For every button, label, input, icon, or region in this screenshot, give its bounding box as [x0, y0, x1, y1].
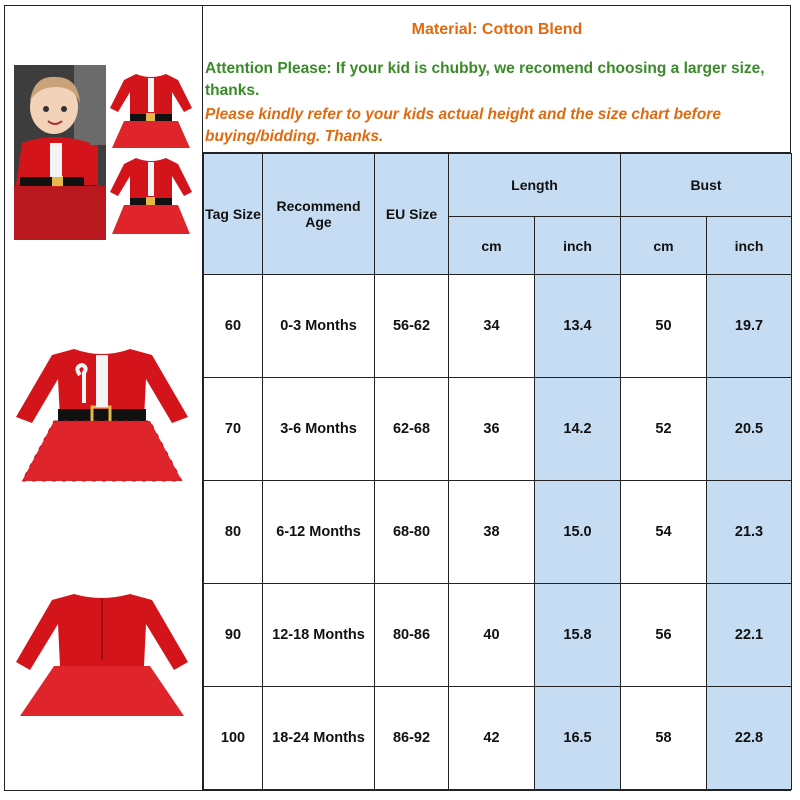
cell-bust-cm: 56	[621, 584, 707, 687]
size-chart-table	[203, 153, 792, 790]
header-bust-cm: cm	[621, 217, 707, 275]
cell-bust-inch: 19.7	[707, 275, 792, 378]
cell-eu: 68-80	[375, 481, 449, 584]
header-eu-size: EU Size	[375, 154, 449, 275]
table-row	[204, 584, 792, 687]
cell-bust-inch: 22.8	[707, 687, 792, 790]
cell-bust-cm: 54	[621, 481, 707, 584]
cell-eu: 86-92	[375, 687, 449, 790]
cell-eu: 80-86	[375, 584, 449, 687]
cell-tag: 80	[204, 481, 263, 584]
table-header-row	[204, 154, 792, 217]
header-length-cm: cm	[449, 217, 535, 275]
dress-thumbnail-front-2	[108, 152, 194, 236]
cell-length-cm: 36	[449, 378, 535, 481]
cell-length-inch: 15.8	[535, 584, 621, 687]
cell-bust-cm: 58	[621, 687, 707, 790]
cell-length-inch: 15.0	[535, 481, 621, 584]
header-bust: Bust	[621, 154, 792, 217]
cell-length-inch: 14.2	[535, 378, 621, 481]
dress-back-photo	[12, 590, 192, 720]
table-row	[204, 378, 792, 481]
cell-age: 3-6 Months	[263, 378, 375, 481]
cell-length-inch: 13.4	[535, 275, 621, 378]
cell-length-cm: 38	[449, 481, 535, 584]
child-model-photo	[14, 65, 106, 240]
cell-eu: 56-62	[375, 275, 449, 378]
cell-bust-cm: 50	[621, 275, 707, 378]
material-note: Material: Cotton Blend	[411, 21, 583, 38]
cell-bust-inch: 20.5	[707, 378, 792, 481]
table-row	[204, 687, 792, 790]
header-length: Length	[449, 154, 621, 217]
cell-age: 18-24 Months	[263, 687, 375, 790]
cell-bust-inch: 21.3	[707, 481, 792, 584]
size-chart-note: Please kindly refer to your kids actual height and the size chart before buying/bidding. Thanks.	[205, 106, 721, 145]
cell-length-inch: 16.5	[535, 687, 621, 790]
header-bust-inch: inch	[707, 217, 792, 275]
cell-length-cm: 34	[449, 275, 535, 378]
cell-length-cm: 40	[449, 584, 535, 687]
header-notes	[203, 5, 791, 153]
attention-note: Attention Please: If your kid is chubby, we recomend choosing a larger size, thanks.	[205, 60, 765, 99]
cell-age: 0-3 Months	[263, 275, 375, 378]
cell-tag: 100	[204, 687, 263, 790]
cell-age: 6-12 Months	[263, 481, 375, 584]
cell-age: 12-18 Months	[263, 584, 375, 687]
cell-bust-cm: 52	[621, 378, 707, 481]
cell-tag: 70	[204, 378, 263, 481]
cell-tag: 60	[204, 275, 263, 378]
cell-bust-inch: 22.1	[707, 584, 792, 687]
cell-tag: 90	[204, 584, 263, 687]
header-tag-size: Tag Size	[204, 154, 263, 275]
cell-eu: 62-68	[375, 378, 449, 481]
table-row	[204, 275, 792, 378]
header-length-inch: inch	[535, 217, 621, 275]
cell-length-cm: 42	[449, 687, 535, 790]
table-row	[204, 481, 792, 584]
dress-thumbnail-front	[108, 68, 194, 150]
dress-front-photo	[12, 345, 192, 485]
header-recommend-age: Recommend Age	[263, 154, 375, 275]
